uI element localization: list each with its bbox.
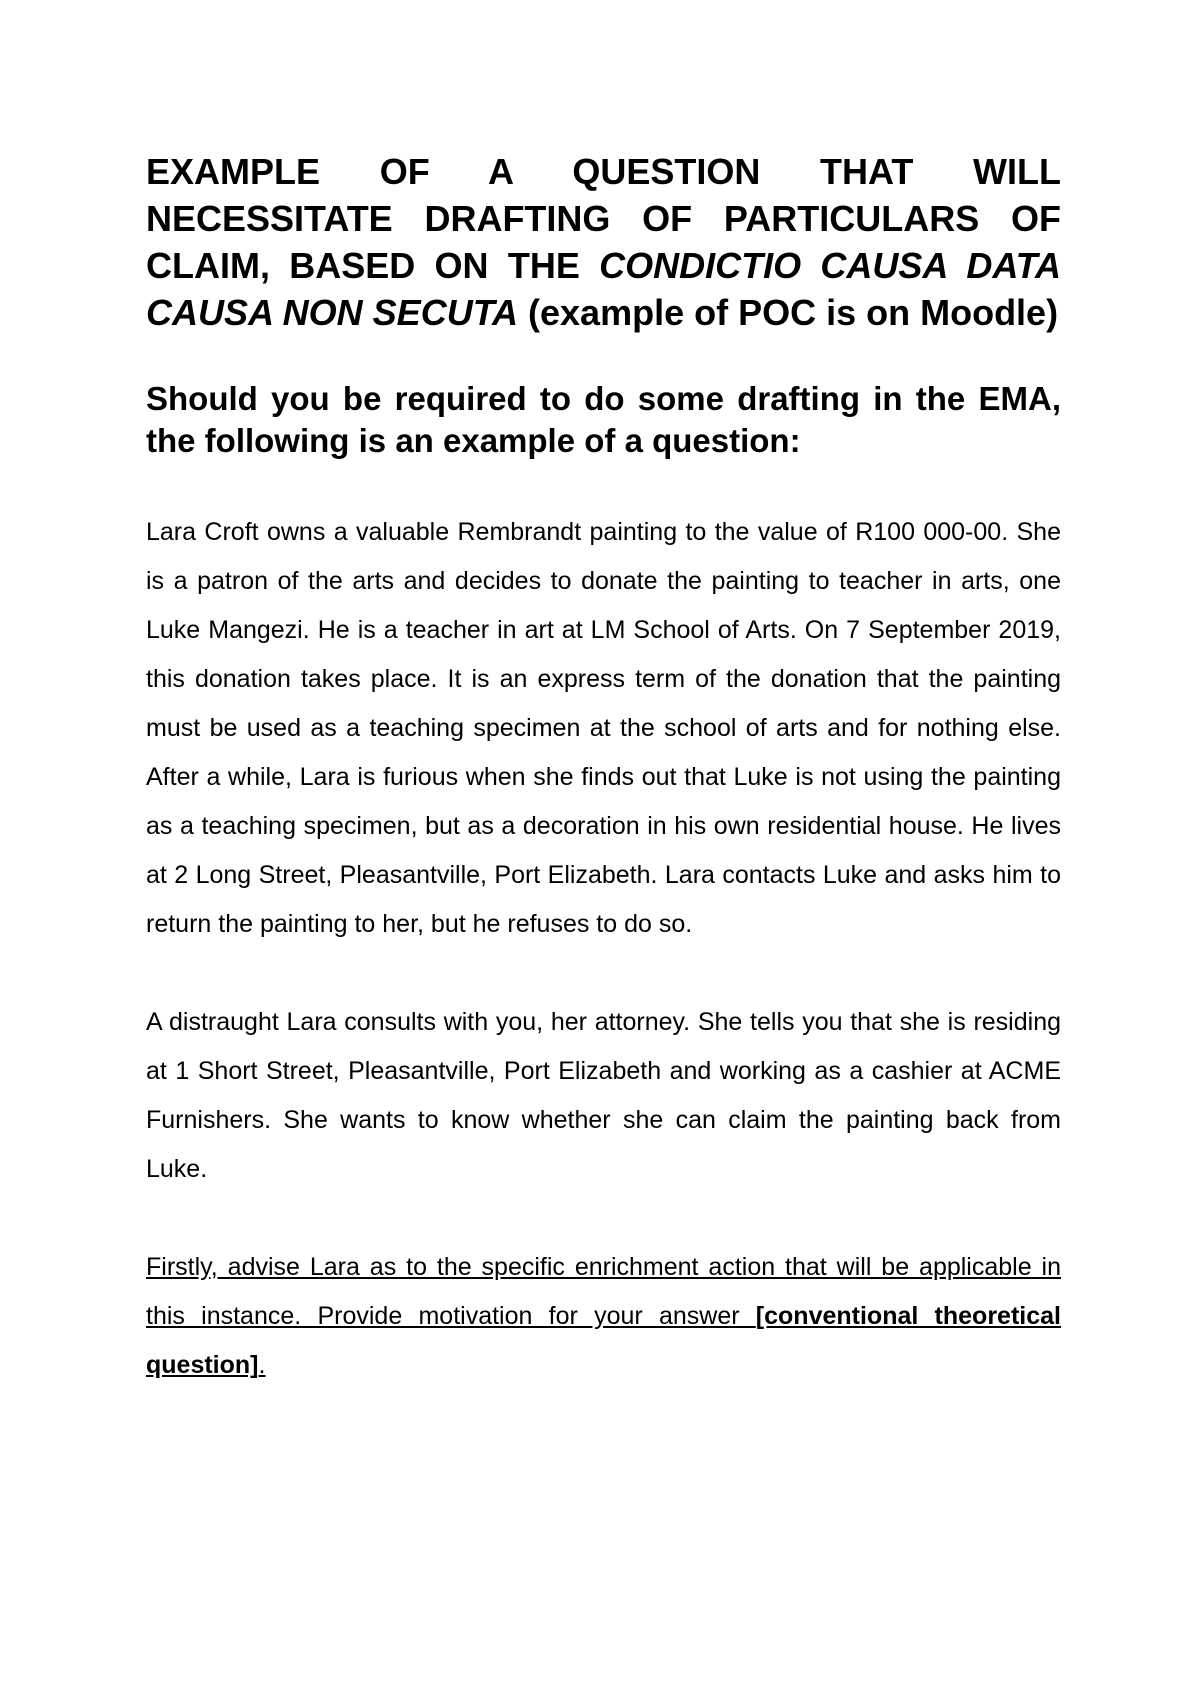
question-type-label: [conventional theoretical question] <box>146 1302 1061 1379</box>
heading-text-part1: EXAMPLE OF A QUESTION THAT WILL NECESSITATE DRAFTING OF PARTICULARS OF CLAIM, BASED ON THE <box>146 151 1061 286</box>
scenario-paragraph: Lara Croft owns a valuable Rembrandt painting to the value of R100 000-00. She is a patron of the arts and decides to donate the painting to teacher in arts, one Luke Mangezi. He is a teacher in art at LM School of Arts. On 7 September 2019, this donation takes place. It is an express term of the donation that the painting must be used as a teaching specimen at the school of arts and for nothing else. After a while, Lara is furious when she finds out that Luke is not using the painting as a teaching specimen, but as a decoration in his own residential house. He lives at 2 Long Street, Pleasantville, Port Elizabeth. Lara contacts Luke and asks him to return the painting to her, but he refuses to do so. <box>146 518 1061 938</box>
question-instruction <box>146 1243 1061 1390</box>
consultation-paragraph: A distraught Lara consults with you, her attorney. She tells you that she is residing at 1 Short Street, Pleasantville, Port Elizabeth and working as a cashier at ACME Furnishers. She wants to know whether she can claim the painting back from Luke. <box>146 1008 1061 1183</box>
question-trailing: . <box>258 1351 266 1379</box>
question-text: Firstly, advise Lara as to the specific enrichment action that will be applicable in this instance. Provide motivation for your answer <box>146 1253 1061 1330</box>
document-heading <box>146 148 1061 336</box>
heading-italic-term: CONDICTIO CAUSA DATA CAUSA NON SECUTA <box>146 245 1061 333</box>
document-page <box>146 148 1061 1390</box>
heading-text-part2: (example of POC is on Moodle) <box>518 292 1059 333</box>
document-subheading: Should you be required to do some drafting in the EMA, the following is an example of a question: <box>146 380 1061 459</box>
